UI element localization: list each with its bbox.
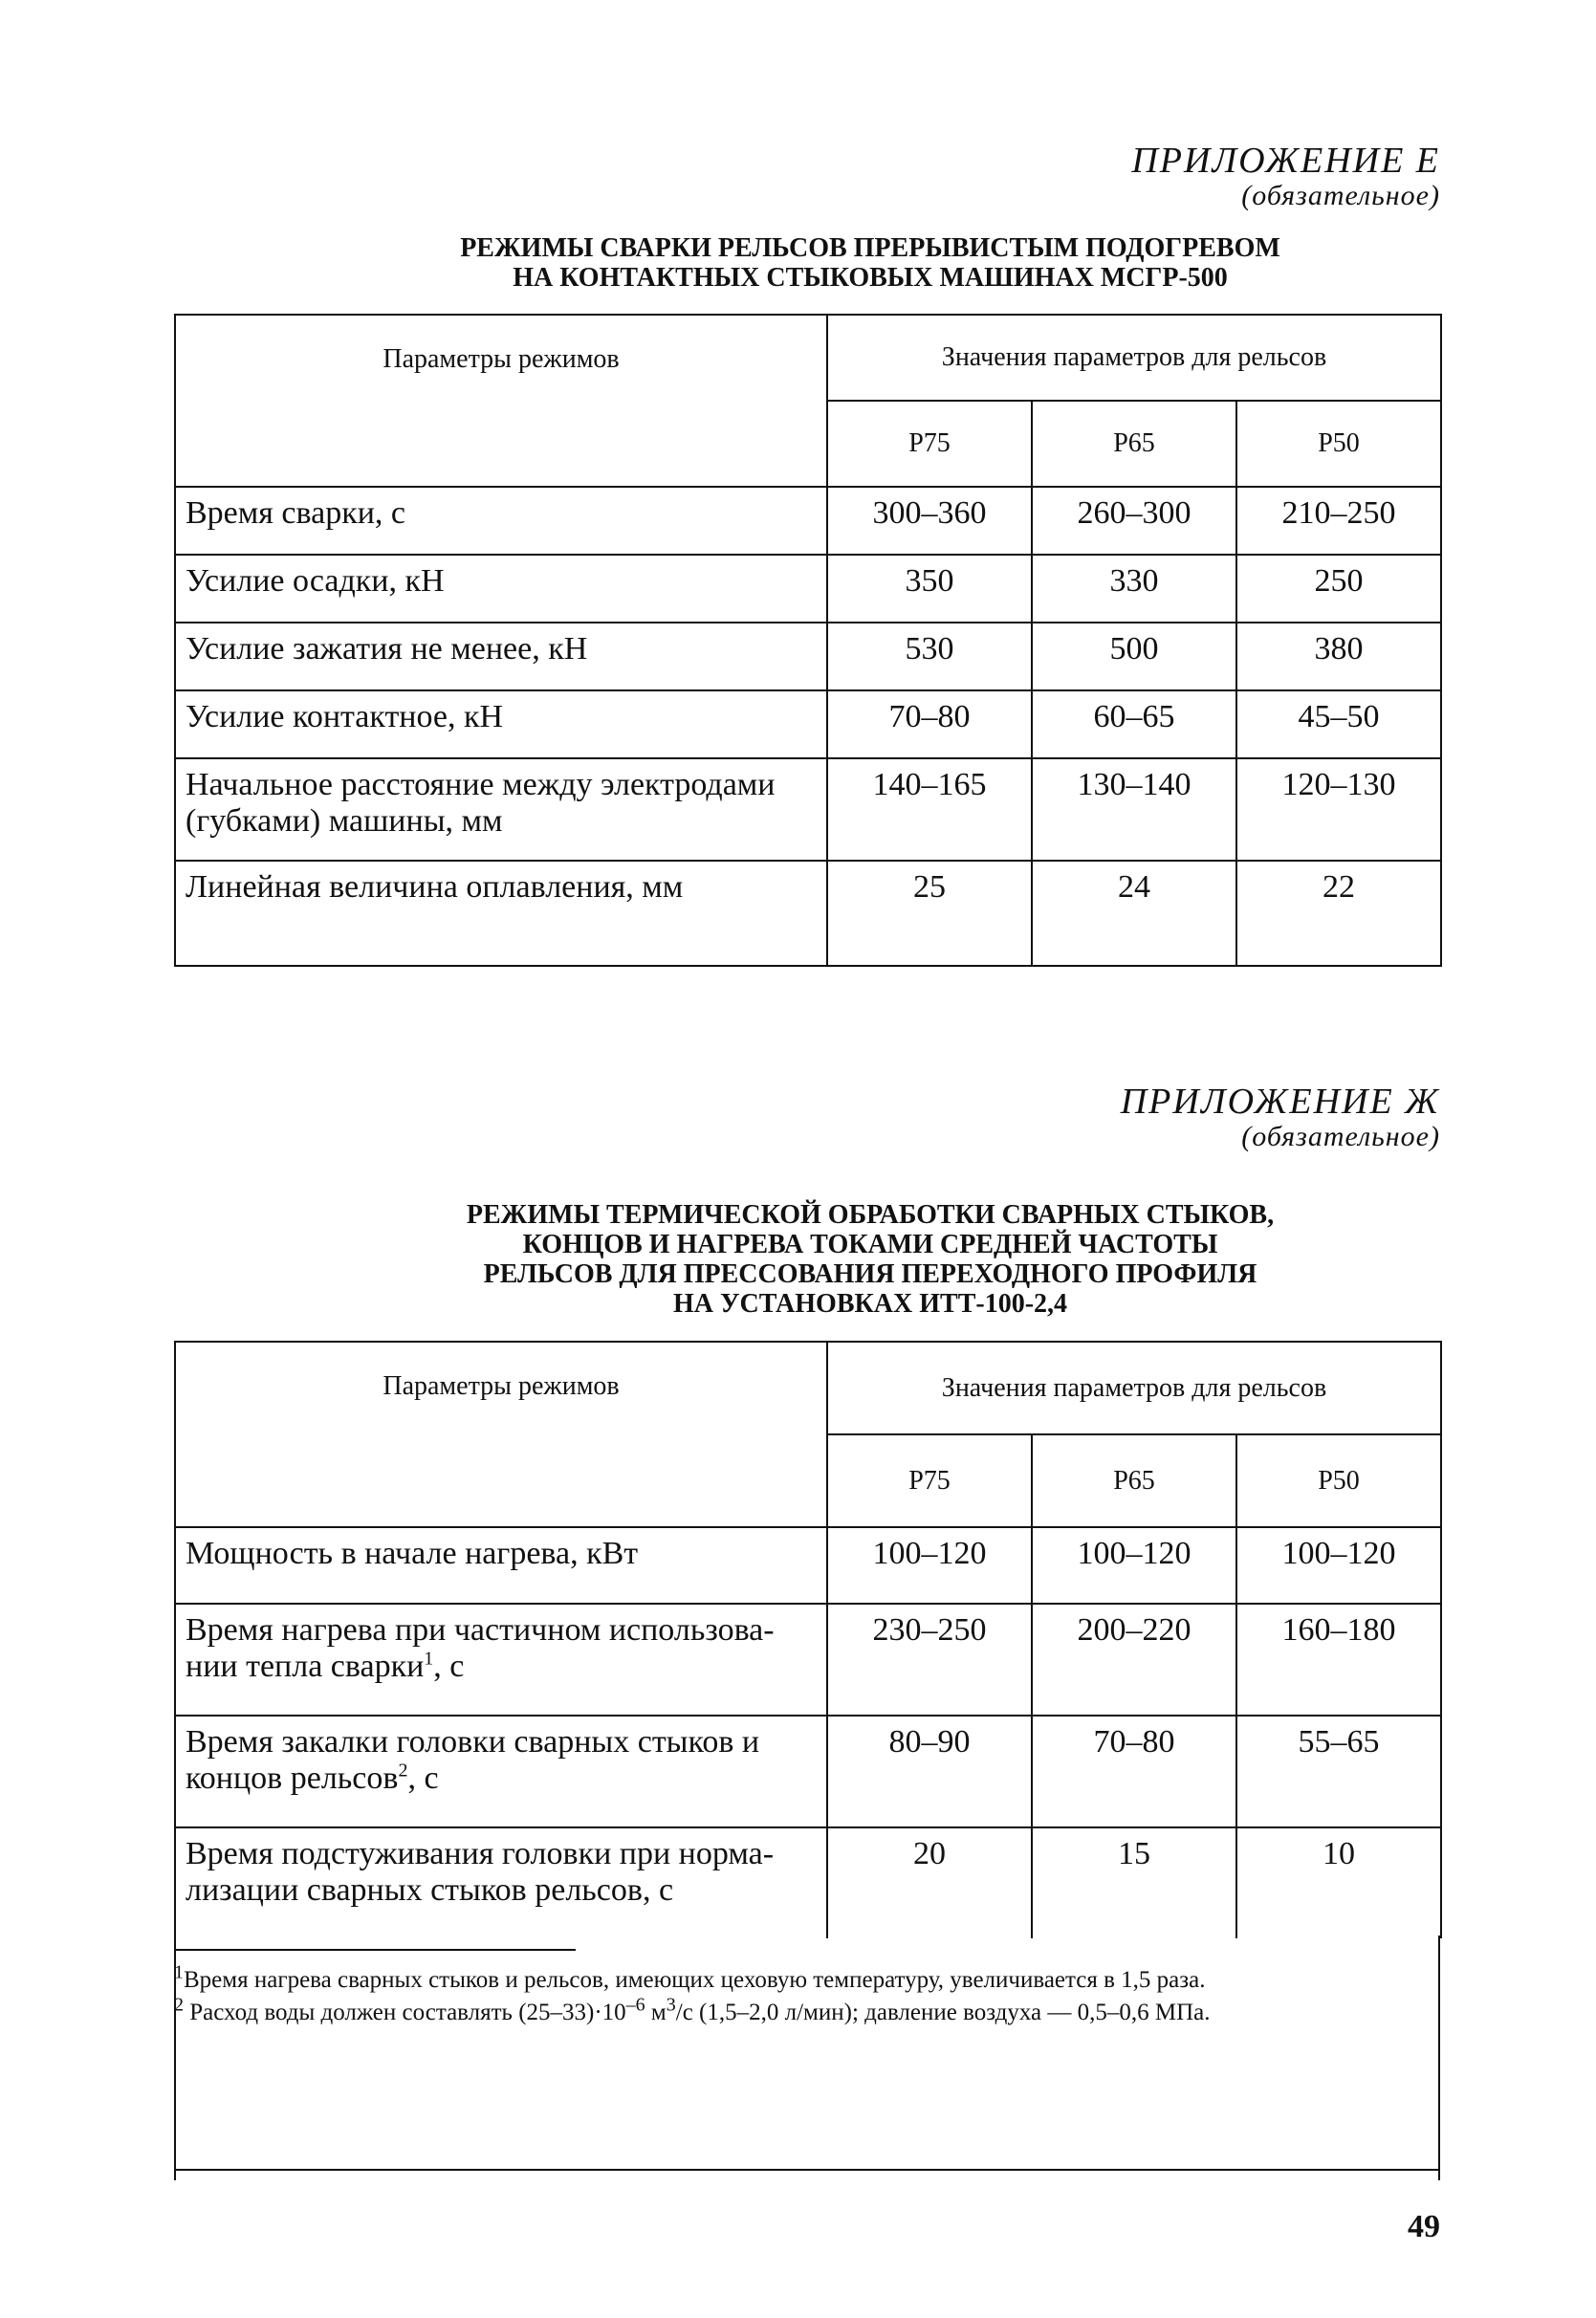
row-value: 100–120 [1236,1527,1441,1604]
table-row [175,690,1441,758]
row-value: 120–130 [1236,758,1441,861]
col-header-p75: Р75 [827,401,1032,487]
footnote-mark: 1 [174,1961,184,1983]
row-param-line: нии тепла сварки [186,1649,425,1684]
footnote-text: Расход воды должен составлять (25–33)·10 [189,2000,626,2025]
row-value: 350 [827,555,1032,623]
col-header-p75: Р75 [827,1434,1032,1527]
footnote-text: м [645,2000,667,2025]
row-param: Усилие зажатия не менее, кН [175,623,827,690]
row-value: 230–250 [827,1604,1032,1716]
row-param [175,1604,827,1716]
row-value: 80–90 [827,1716,1032,1827]
exponent: 3 [666,1994,676,2016]
appendix-e-title-line: НА КОНТАКТНЫХ СТЫКОВЫХ МАШИНАХ МСГР-500 [513,263,1228,293]
exponent: –6 [625,1994,645,2016]
row-param-suffix: , с [407,1760,439,1796]
row-param-line: Время закалки головки сварных стыков и [186,1724,760,1760]
row-param-line: концов рельсов [186,1760,399,1796]
table-row [175,555,1441,623]
row-param [175,1716,827,1827]
row-param-line: Время нагрева при частичном использова- [186,1612,775,1648]
table-row [175,487,1441,555]
appendix-e-heading [1131,142,1440,212]
row-value: 20 [827,1827,1032,1938]
row-value: 25 [827,861,1032,966]
footnote-1 [174,1961,1440,1997]
table-row [175,1527,1441,1604]
row-param: Время сварки, с [175,487,827,555]
group-header: Значения параметров для рельсов [827,315,1441,401]
row-value: 160–180 [1236,1604,1441,1716]
table-row [175,758,1441,861]
row-value: 500 [1032,623,1236,690]
row-param: Начальное расстояние между электродами (губками) машины, мм [175,758,827,861]
col-header-p50: Р50 [1236,401,1441,487]
appendix-e-title [287,233,1454,293]
col-header-p65: Р65 [1032,401,1236,487]
heat-treatment-table [174,1341,1442,1938]
row-value: 260–300 [1032,487,1236,555]
row-value: 330 [1032,555,1236,623]
group-header: Значения параметров для рельсов [827,1342,1441,1434]
footnote-separator [174,1949,576,1951]
row-value: 130–140 [1032,758,1236,861]
table-row [175,861,1441,966]
param-header: Параметры режимов [175,1342,827,1527]
row-value: 100–120 [827,1527,1032,1604]
appendix-zh-label: ПРИЛОЖЕНИЕ Ж [1120,1082,1440,1122]
bottom-rule [174,2169,1440,2171]
row-value: 55–65 [1236,1716,1441,1827]
appendix-zh-status: (обязательное) [1241,1121,1440,1152]
table-row [175,1604,1441,1716]
row-value: 60–65 [1032,690,1236,758]
footnote-ref: 1 [424,1648,434,1670]
appendix-zh-heading [1121,1082,1440,1153]
row-value: 10 [1236,1827,1441,1938]
row-param: Усилие осадки, кН [175,555,827,623]
footnote-text: /с (1,5–2,0 л/мин); давление воздуха — 0,5–0,6 МПа. [675,2000,1211,2025]
row-param: Мощность в начале нагрева, кВт [175,1527,827,1604]
footnotes [174,1961,1440,2029]
row-value: 140–165 [827,758,1032,861]
appendix-e-label: ПРИЛОЖЕНИЕ Е [1131,141,1440,181]
appendix-e-status: (обязательное) [1241,180,1440,211]
welding-modes-table [174,314,1442,967]
row-value: 200–220 [1032,1604,1236,1716]
row-value: 380 [1236,623,1441,690]
appendix-e-title-line: РЕЖИМЫ СВАРКИ РЕЛЬСОВ ПРЕРЫВИСТЫМ ПОДОГРЕВОМ [460,233,1280,263]
footnote-mark: 2 [174,1994,184,2016]
row-value: 250 [1236,555,1441,623]
row-value: 24 [1032,861,1236,966]
row-value: 70–80 [1032,1716,1236,1827]
row-value: 210–250 [1236,487,1441,555]
row-value: 15 [1032,1827,1236,1938]
appendix-zh-title-line: НА УСТАНОВКАХ ИТТ-100-2,4 [672,1289,1068,1319]
row-value: 45–50 [1236,690,1441,758]
col-header-p50: Р50 [1236,1434,1441,1527]
row-param: Время подстуживания головки при норма-лизации сварных стыков рельсов, с [175,1827,827,1938]
appendix-zh-title-line: РЕЖИМЫ ТЕРМИЧЕСКОЙ ОБРАБОТКИ СВАРНЫХ СТЫКОВ, [466,1200,1275,1230]
page-number: 49 [1408,2209,1440,2244]
table-row [175,1716,1441,1827]
row-param: Усилие контактное, кН [175,690,827,758]
table-row [175,1827,1441,1938]
row-value: 100–120 [1032,1527,1236,1604]
row-value: 300–360 [827,487,1032,555]
row-param: Линейная величина оплавления, мм [175,861,827,966]
row-value: 22 [1236,861,1441,966]
row-value: 70–80 [827,690,1032,758]
footnote-ref: 2 [398,1760,408,1782]
footnote-text: Время нагрева сварных стыков и рельсов, имеющих цеховую температуру, увеличивается в 1,5 раза. [184,1967,1206,1993]
appendix-zh-title-line: КОНЦОВ И НАГРЕВА ТОКАМИ СРЕДНЕЙ ЧАСТОТЫ [522,1230,1218,1259]
row-value: 530 [827,623,1032,690]
row-param-suffix: , с [433,1649,465,1684]
col-header-p65: Р65 [1032,1434,1236,1527]
table-row [175,623,1441,690]
appendix-zh-title-line: РЕЛЬСОВ ДЛЯ ПРЕССОВАНИЯ ПЕРЕХОДНОГО ПРОФИЛЯ [483,1259,1257,1289]
appendix-zh-title [287,1200,1454,1319]
footnote-2 [174,1994,1440,2029]
param-header: Параметры режимов [175,315,827,487]
